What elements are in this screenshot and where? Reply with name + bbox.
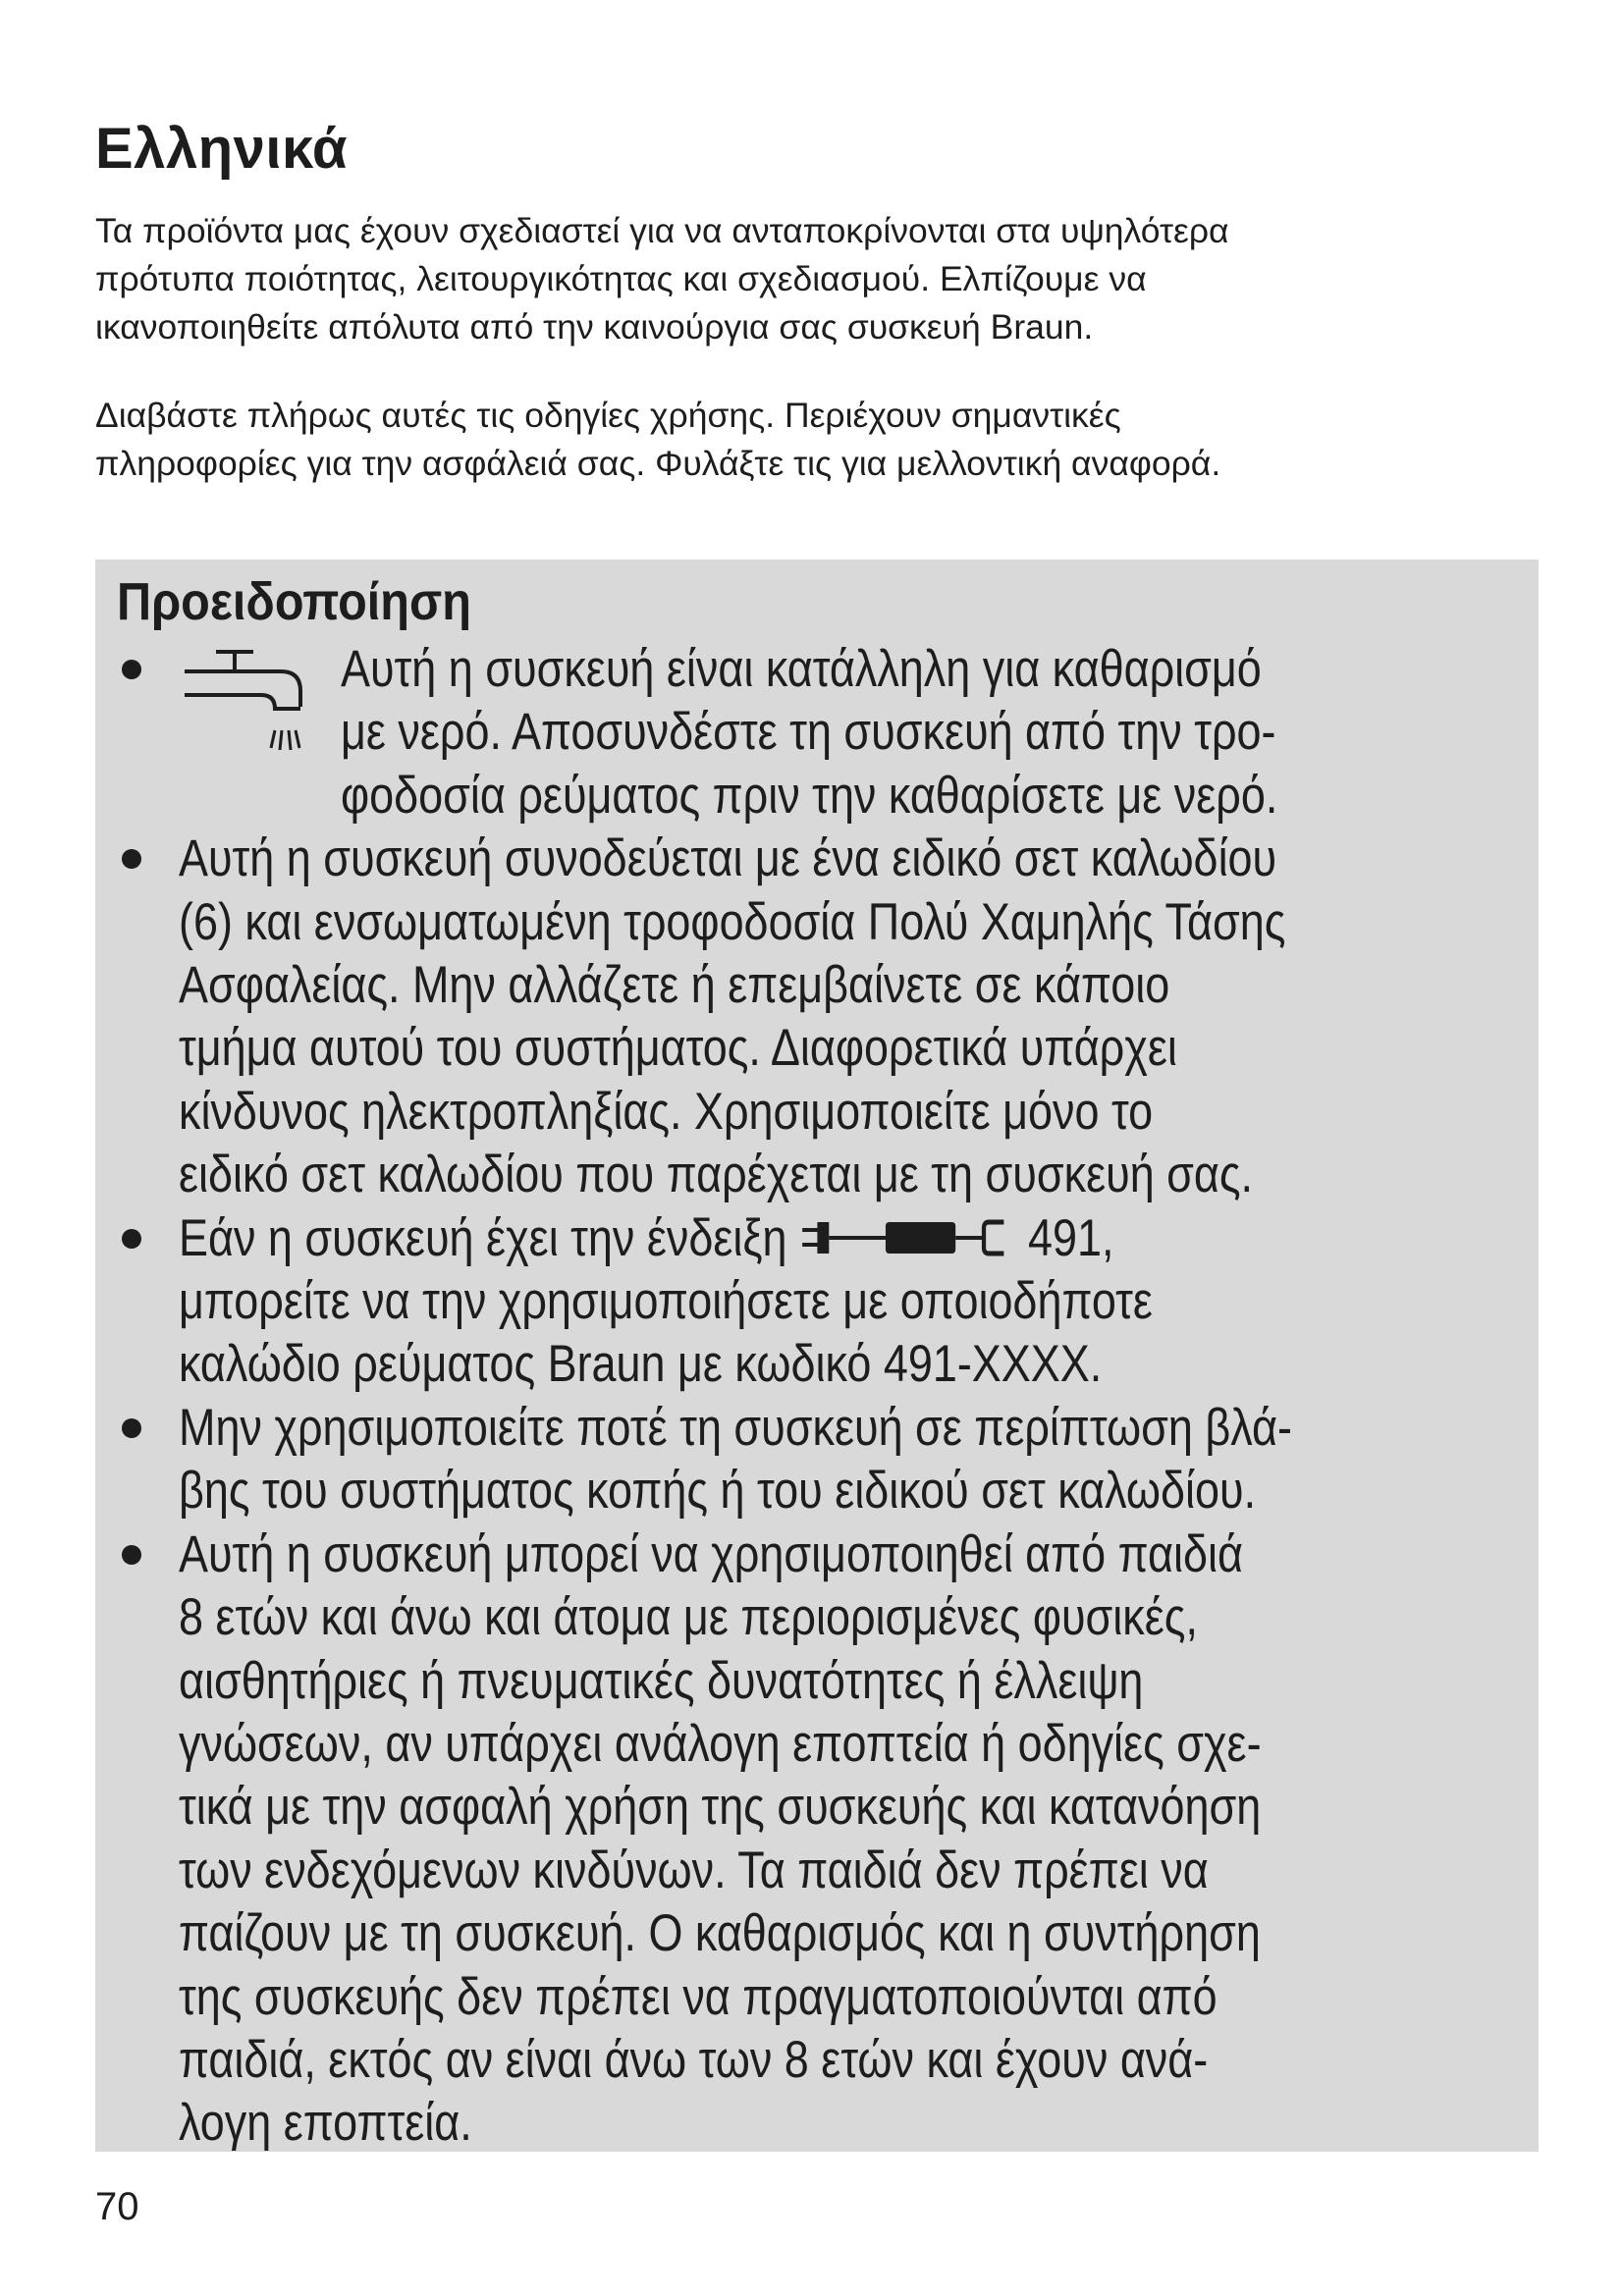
power-cord-icon [799, 1216, 1015, 1259]
text-line: Τα προϊόντα μας έχουν σχεδιαστεί για να ανταποκρίνονται στα υψηλότερα [95, 211, 1229, 250]
text-line: λογη εποπτεία. [179, 2094, 472, 2153]
bullet-icon [122, 660, 141, 679]
text-line: Ασφαλείας. Μην αλλάζετε ή επεμβαίνετε σε κάποιο [179, 956, 1170, 1015]
text-line: με νερό. Αποσυνδέστε τη συσκευή από την τρο- [341, 703, 1276, 762]
warning-text [179, 828, 1292, 1206]
page-number: 70 [95, 2185, 139, 2228]
text-line: Μην χρησιμοποιείτε ποτέ τη συσκευή σε περίπτωση βλά- [179, 1398, 1292, 1457]
warning-item-cord-set [95, 828, 1491, 1206]
warning-list [95, 638, 1491, 2156]
text-line: αισθητήριες ή πνευματικές δυνατότητες ή έλλειψη [179, 1651, 1144, 1710]
warning-text [179, 1207, 1292, 1397]
text-line: των ενδεχόμενων κινδύνων. Τα παιδιά δεν πρέπει να [179, 1841, 1209, 1899]
warning-item-water-cleaning [95, 638, 1491, 828]
text-line: καλώδιο ρεύματος Braun με κωδικό 491-XXXX. [179, 1335, 1103, 1394]
text-line: τικά με την ασφαλή χρήση της συσκευής και κατανόηση [179, 1778, 1262, 1837]
bullet-icon [122, 1229, 141, 1249]
intro-paragraph-2 [95, 392, 1539, 488]
warning-text [179, 1397, 1292, 1523]
bullet-icon [122, 1545, 141, 1565]
text-line: τμήμα αυτού του συστήματος. Διαφορετικά υπάρχει [179, 1019, 1177, 1078]
warning-item-children [95, 1523, 1491, 2156]
text-line: πληροφορίες για την ασφάλειά σας. Φυλάξτε τις για μελλοντική αναφορά. [95, 444, 1221, 483]
warning-text [179, 1523, 1292, 2156]
text-line: βης του συστήματος κοπής ή του ειδικού σετ καλωδίου. [179, 1462, 1257, 1521]
warning-title: Προειδοποίηση [117, 572, 471, 631]
text-line: παιδιά, εκτός αν είναι άνω των 8 ετών και έχουν ανά- [179, 2030, 1209, 2089]
warning-item-power-cord [95, 1207, 1491, 1397]
text-line: της συσκευής δεν πρέπει να πραγματοποιούνται από [179, 1967, 1218, 2026]
warning-text [341, 638, 1317, 828]
text-line: κίνδυνος ηλεκτροπληξίας. Χρησιμοποιείτε μόνο το [179, 1082, 1154, 1141]
text-line: Αυτή η συσκευή είναι κατάλληλη για καθαρισμό [341, 640, 1262, 698]
text-line: (6) και ενσωματωμένη τροφοδοσία Πολύ Χαμηλής Τάσης [179, 892, 1286, 951]
text-line: παίζουν με τη συσκευή. Ο καθαρισμός και η συντήρηση [179, 1904, 1261, 1963]
intro-paragraph-1 [95, 207, 1539, 351]
text-line: ικανοποιηθείτε απόλυτα από την καινούργια σας συσκευή Braun. [95, 307, 1094, 347]
text-line: γνώσεων, αν υπάρχει ανάλογη εποπτεία ή οδηγίες σχε- [179, 1714, 1262, 1773]
warning-item-damaged-use [95, 1397, 1491, 1523]
bullet-icon [122, 1418, 141, 1438]
text-line: μπορείτε να την χρησιμοποιήσετε με οποιοδήποτε [179, 1272, 1153, 1331]
text-line: φοδοσία ρεύματος πριν την καθαρίσετε με νερό. [341, 766, 1278, 825]
warning-box [95, 560, 1539, 2152]
text-line: 491, [1028, 1208, 1114, 1267]
text-line: Αυτή η συσκευή μπορεί να χρησιμοποιηθεί από παιδιά [179, 1524, 1243, 1583]
text-line: πρότυπα ποιότητας, λειτουργικότητας και σχεδιασμού. Ελπίζουμε να [95, 259, 1147, 298]
bullet-icon [122, 849, 141, 869]
text-line: Εάν η συσκευή έχει την ένδειξη [179, 1208, 787, 1267]
water-tap-icon [179, 646, 316, 774]
text-line: 8 ετών και άνω και άτομα με περιορισμένες φυσικές, [179, 1588, 1198, 1647]
text-line: ειδικό σετ καλωδίου που παρέχεται με τη συσκευή σας. [179, 1146, 1254, 1204]
text-line: Αυτή η συσκευή συνοδεύεται με ένα ειδικό σετ καλωδίου [179, 829, 1277, 888]
page-heading: Ελληνικά [95, 117, 349, 181]
text-line: Διαβάστε πλήρως αυτές τις οδηγίες χρήσης. Περιέχουν σημαντικές [95, 396, 1121, 435]
